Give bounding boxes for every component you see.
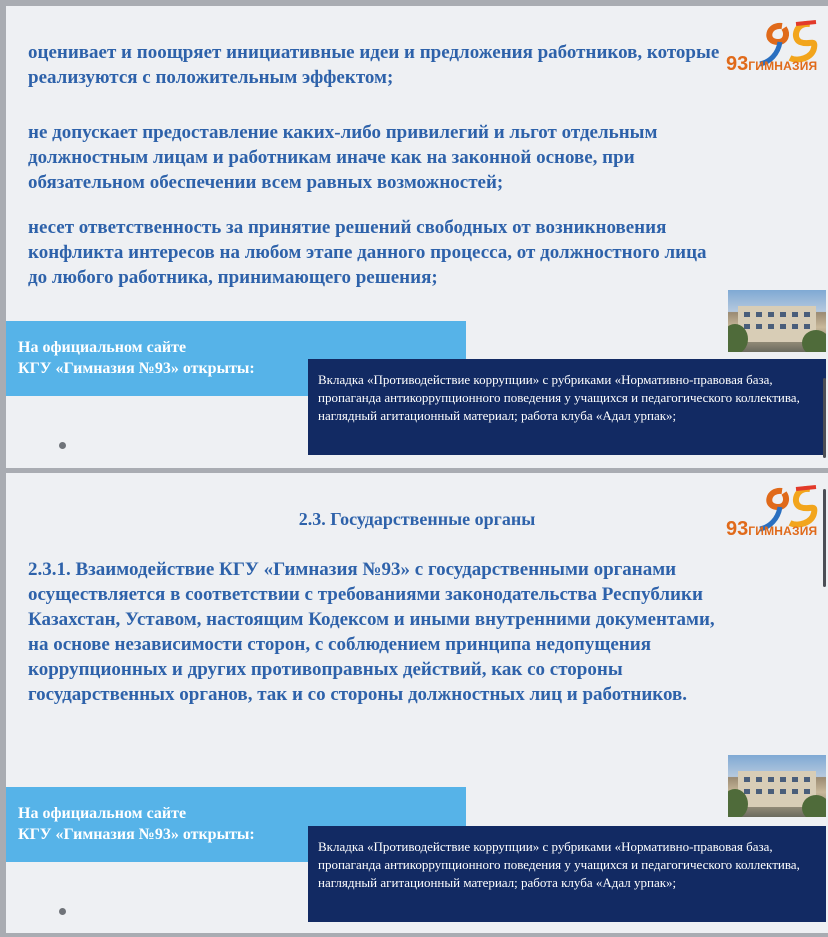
school-building-photo-icon: [728, 755, 826, 817]
paragraph-responsibility: несет ответственность за принятие решений свободных от возникновения конфликта интересов на любом этапе данного процесса, от должностного лица до любого работника, принимающего решения;: [28, 217, 707, 288]
slide-1: [6, 6, 828, 468]
logo-number: 93: [726, 518, 749, 540]
paragraph-initiative: оценивает и поощряет инициативные идеи и предложения работников, которые реализуются с положительным эффектом;: [28, 42, 720, 88]
scrollbar[interactable]: [823, 378, 826, 458]
slide-2: [6, 473, 828, 933]
school-building-photo-icon: [728, 290, 826, 352]
anti-corruption-tab-info: Вкладка «Противодействие коррупции» с рубриками «Нормативно-правовая база, пропаганда антикоррупционного поведения у учащихся и педагогического коллектива, наглядный агитационный материал; работа клуба «Адал урпак»;: [308, 359, 826, 455]
section-heading: 2.3. Государственные органы: [298, 509, 536, 529]
gymnasium-logo-icon: [724, 18, 822, 80]
paragraph-state-interaction: 2.3.1. Взаимодействие КГУ «Гимназия №93» с государственными органами осуществляется в соответствии с требованиями законодательства Республики Казахстан, Уставом, настоящим Кодексом и иными внутренними документами, на основе независимости сторон, с соблюдением принципа недопущения коррупционных и других противоправных действий, как со стороны государственных органов, так и со стороны должностных лиц и работников.: [28, 559, 715, 705]
official-site-line2: КГУ «Гимназия №93» открыты:: [18, 826, 255, 843]
anti-corruption-tab-info: Вкладка «Противодействие коррупции» с рубриками «Нормативно-правовая база, пропаганда антикоррупционного поведения у учащихся и педагогического коллектива, наглядный агитационный материал; работа клуба «Адал урпак»;: [308, 826, 826, 922]
official-site-line1: На официальном сайте: [18, 339, 187, 356]
bullet-dot-icon: [59, 908, 66, 915]
paragraph-privileges: не допускает предоставление каких-либо привилегий и льгот отдельным должностным лицам и работникам иначе как на законной основе, при обязательном обеспечении всем равных возможностей;: [28, 122, 658, 193]
official-site-line1: На официальном сайте: [18, 805, 187, 822]
slide1-body: [28, 40, 728, 290]
logo-word: ГИМНАЗИЯ: [748, 524, 818, 538]
logo-number: 93: [726, 53, 749, 75]
bullet-dot-icon: [59, 442, 66, 449]
scrollbar[interactable]: [823, 489, 826, 587]
official-site-line2: КГУ «Гимназия №93» открыты:: [18, 360, 255, 377]
slide2-body: [28, 557, 728, 707]
logo-word: ГИМНАЗИЯ: [748, 59, 818, 73]
gymnasium-logo-icon: [724, 483, 822, 545]
